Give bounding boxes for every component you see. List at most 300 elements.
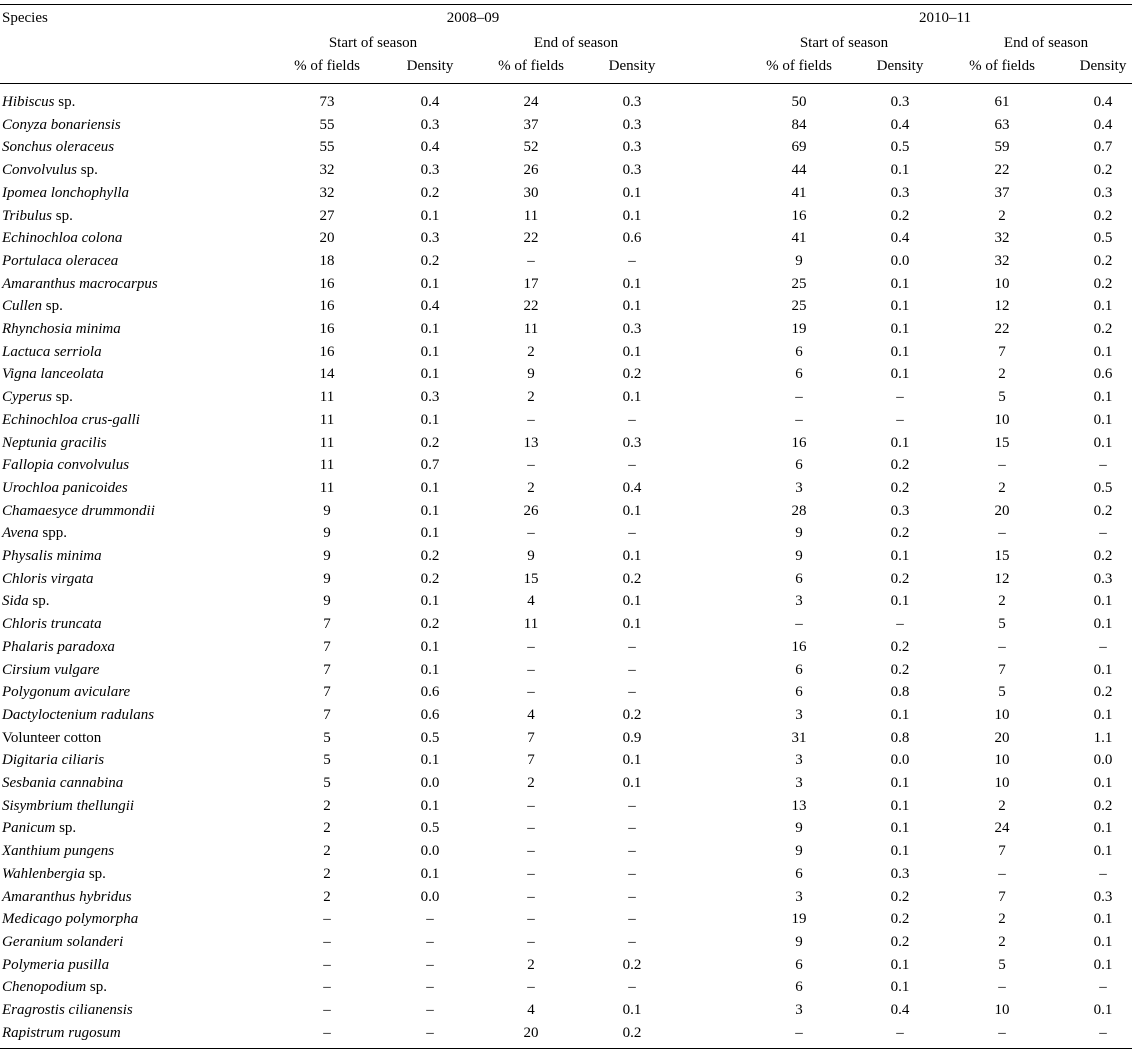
species-name-part: Digitaria ciliaris — [2, 752, 105, 768]
table-cell: 0.1 — [420, 752, 440, 768]
table-cell: 0.1 — [420, 344, 440, 360]
table-cell: 0.2 — [1093, 798, 1113, 814]
table-cell: 0.2 — [890, 662, 910, 678]
table-cell: – — [628, 911, 636, 927]
table-cell: 10 — [994, 752, 1010, 768]
table-cell: – — [795, 1025, 803, 1041]
table-cell: – — [998, 1025, 1006, 1041]
species-name-part: Urochloa panicoides — [2, 480, 128, 496]
table-cell: – — [426, 934, 434, 950]
table-cell: 0.1 — [622, 344, 642, 360]
species-name-part: Cyperus — [2, 389, 52, 405]
table-cell: 7 — [323, 616, 331, 632]
table-cell: 20 — [523, 1025, 539, 1041]
header-phase: End of season — [533, 35, 619, 51]
table-cell: 16 — [791, 435, 807, 451]
table-cell: 0.8 — [890, 684, 910, 700]
table-cell: 0.1 — [1093, 957, 1113, 973]
table-cell: – — [527, 412, 535, 428]
table-cell: 0.3 — [890, 94, 910, 110]
table-cell: 0.2 — [890, 457, 910, 473]
table-cell: 9 — [323, 503, 331, 519]
table-cell: 0.1 — [1093, 843, 1113, 859]
table-cell: 10 — [994, 1002, 1010, 1018]
table-cell: 0.0 — [420, 843, 440, 859]
table-cell: 0.1 — [890, 321, 910, 337]
table-cell: 0.4 — [622, 480, 642, 496]
table-cell: – — [1099, 525, 1107, 541]
species-name-part: Conyza bonariensis — [2, 117, 121, 133]
table-cell: 0.2 — [622, 707, 642, 723]
table-cell: 0.2 — [890, 480, 910, 496]
table-cell: – — [1099, 639, 1107, 655]
table-cell: – — [323, 957, 331, 973]
table-cell: – — [527, 979, 535, 995]
table-cell: – — [323, 911, 331, 927]
row-species — [2, 410, 140, 430]
header-metric: % of fields — [969, 58, 1035, 74]
table-cell: 20 — [994, 730, 1010, 746]
table-cell: – — [628, 639, 636, 655]
species-name-part: Xanthium pungens — [2, 843, 115, 859]
table-cell: 0.3 — [622, 139, 642, 155]
row-species — [2, 682, 130, 702]
table-cell: 9 — [323, 571, 331, 587]
table-cell: – — [628, 820, 636, 836]
table-cell: 25 — [791, 298, 807, 314]
table-cell: 0.0 — [420, 889, 440, 905]
row-species — [2, 364, 104, 384]
row-species — [2, 455, 129, 475]
table-cell: – — [795, 389, 803, 405]
table-cell: – — [628, 889, 636, 905]
table-cell: 0.5 — [420, 730, 440, 746]
table-cell: – — [628, 412, 636, 428]
table-cell: 20 — [319, 230, 335, 246]
table-cell: 7 — [527, 752, 535, 768]
header-metric: Density — [608, 58, 656, 74]
table-cell: – — [527, 866, 535, 882]
table-cell: 26 — [523, 503, 539, 519]
table-cell: 2 — [323, 820, 331, 836]
table-cell: 31 — [791, 730, 807, 746]
species-name-part: Rhynchosia minima — [2, 321, 121, 337]
table-cell: – — [323, 1002, 331, 1018]
table-cell: 12 — [994, 298, 1010, 314]
row-species — [2, 932, 123, 952]
table-cell: 61 — [994, 94, 1010, 110]
table-cell: 0.1 — [1093, 707, 1113, 723]
row-species — [2, 183, 129, 203]
table-cell: 11 — [319, 480, 335, 496]
table-cell: 2 — [323, 798, 331, 814]
table-cell: 0.2 — [890, 639, 910, 655]
table-cell: 11 — [319, 457, 335, 473]
table-cell: 14 — [319, 366, 335, 382]
table-cell: 0.4 — [890, 230, 910, 246]
row-species — [2, 523, 67, 543]
table-cell: 0.3 — [622, 435, 642, 451]
table-cell: – — [426, 911, 434, 927]
table-cell: 0.1 — [890, 957, 910, 973]
table-cell: – — [1099, 457, 1107, 473]
table-cell: 0.2 — [890, 934, 910, 950]
table-cell: 2 — [527, 389, 535, 405]
row-species — [2, 1000, 133, 1020]
table-cell: 0.2 — [1093, 321, 1113, 337]
table-cell: 0.1 — [622, 208, 642, 224]
table-cell: 2 — [998, 480, 1006, 496]
header-metric: % of fields — [498, 58, 564, 74]
table-cell: 2 — [527, 480, 535, 496]
table-cell: 0.0 — [1093, 752, 1113, 768]
row-species — [2, 206, 73, 226]
table-cell: 5 — [323, 775, 331, 791]
table-cell: 7 — [323, 662, 331, 678]
table-cell: 0.2 — [420, 435, 440, 451]
table-cell: 3 — [795, 775, 803, 791]
table-cell: 13 — [523, 435, 539, 451]
table-cell: 0.3 — [622, 162, 642, 178]
table-cell: 16 — [791, 639, 807, 655]
table-cell: 0.2 — [1093, 503, 1113, 519]
table-cell: 11 — [319, 389, 335, 405]
table-cell: 0.9 — [622, 730, 642, 746]
table-cell: 15 — [994, 435, 1010, 451]
table-cell: 22 — [994, 321, 1010, 337]
table-cell: 0.1 — [420, 662, 440, 678]
table-cell: 7 — [323, 684, 331, 700]
table-cell: 7 — [998, 843, 1006, 859]
table-cell: 22 — [994, 162, 1010, 178]
table-cell: 0.3 — [420, 162, 440, 178]
table-cell: 0.2 — [1093, 684, 1113, 700]
table-cell: 32 — [994, 230, 1010, 246]
table-cell: – — [527, 934, 535, 950]
table-cell: 0.1 — [890, 707, 910, 723]
table-cell: 0.2 — [420, 253, 440, 269]
table-cell: 0.2 — [622, 366, 642, 382]
table-cell: – — [527, 639, 535, 655]
species-name-part: Hibiscus — [2, 94, 55, 110]
header-metric: Density — [876, 58, 924, 74]
table-cell: 32 — [319, 185, 335, 201]
table-cell: 0.1 — [1093, 1002, 1113, 1018]
table-cell: – — [527, 820, 535, 836]
table-cell: 0.4 — [420, 139, 440, 155]
table-cell: – — [628, 798, 636, 814]
table-cell: 0.1 — [622, 616, 642, 632]
table-cell: 0.1 — [420, 798, 440, 814]
table-cell: – — [527, 253, 535, 269]
table-cell: 37 — [994, 185, 1010, 201]
table-cell: 9 — [795, 843, 803, 859]
table-cell: 26 — [523, 162, 539, 178]
table-cell: 0.2 — [420, 571, 440, 587]
table-cell: 7 — [323, 707, 331, 723]
species-name-part: Lactuca serriola — [2, 344, 102, 360]
table-cell: 0.2 — [1093, 208, 1113, 224]
table-cell: – — [527, 798, 535, 814]
table-cell: 0.3 — [1093, 889, 1113, 905]
table-cell: 2 — [323, 866, 331, 882]
species-name-part: Echinochloa colona — [2, 230, 123, 246]
table-cell: 2 — [998, 366, 1006, 382]
table-cell: 55 — [319, 117, 335, 133]
table-cell: – — [527, 889, 535, 905]
table-cell: – — [998, 457, 1006, 473]
table-cell: 2 — [998, 798, 1006, 814]
species-name-part: Wahlenbergia — [2, 866, 86, 882]
species-name-part: Ipomea lonchophylla — [2, 185, 130, 201]
row-species — [2, 909, 138, 929]
species-name-part: Panicum — [2, 820, 56, 836]
table-cell: 0.1 — [622, 1002, 642, 1018]
table-cell: – — [896, 412, 904, 428]
table-cell: 9 — [527, 548, 535, 564]
row-species — [2, 160, 98, 180]
table-cell: 0.2 — [890, 911, 910, 927]
table-cell: 0.1 — [420, 276, 440, 292]
table-cell: 0.1 — [890, 548, 910, 564]
table-cell: 10 — [994, 412, 1010, 428]
table-cell: 0.5 — [1093, 480, 1113, 496]
table-cell: 0.1 — [622, 775, 642, 791]
table-cell: 0.6 — [1093, 366, 1113, 382]
header-year-2010-11: 2010–11 — [919, 10, 971, 26]
table-cell: 4 — [527, 1002, 535, 1018]
row-species — [2, 274, 158, 294]
table-cell: – — [426, 1002, 434, 1018]
row-species — [2, 614, 102, 634]
table-cell: 7 — [323, 639, 331, 655]
table-cell: 41 — [791, 230, 807, 246]
table-cell: 0.1 — [1093, 435, 1113, 451]
table-cell: 0.2 — [890, 208, 910, 224]
table-cell: 7 — [998, 344, 1006, 360]
header-metric: Density — [1079, 58, 1127, 74]
table-cell: 84 — [791, 117, 807, 133]
table-cell: 69 — [791, 139, 807, 155]
species-name-part: Fallopia convolvulus — [2, 457, 130, 473]
table-cell: – — [527, 662, 535, 678]
table-cell: 0.3 — [420, 117, 440, 133]
species-name-part: Geranium solanderi — [2, 934, 124, 950]
table-cell: 0.1 — [1093, 820, 1113, 836]
table-cell: 9 — [323, 525, 331, 541]
table-cell: 0.2 — [1093, 253, 1113, 269]
table-cell: 15 — [523, 571, 539, 587]
header-metric: % of fields — [294, 58, 360, 74]
table-cell: 0.1 — [622, 298, 642, 314]
row-species — [2, 569, 94, 589]
table-cell: 73 — [319, 94, 335, 110]
species-name-part: Avena — [2, 525, 39, 541]
table-cell: 55 — [319, 139, 335, 155]
table-cell: 12 — [994, 571, 1010, 587]
table-cell: 3 — [795, 889, 803, 905]
table-cell: – — [628, 525, 636, 541]
table-bottom-rule — [0, 1048, 1132, 1049]
table-cell: 0.1 — [622, 503, 642, 519]
table-cell: 2 — [527, 344, 535, 360]
row-species — [2, 319, 121, 339]
species-name-part: spp. — [38, 525, 67, 541]
table-cell: 0.1 — [1093, 593, 1113, 609]
table-cell: – — [323, 1025, 331, 1041]
row-species — [2, 864, 106, 884]
table-cell: 0.2 — [622, 957, 642, 973]
row-species — [2, 750, 104, 770]
table-cell: 0.2 — [1093, 548, 1113, 564]
table-cell: – — [795, 412, 803, 428]
table-cell: 22 — [523, 230, 539, 246]
table-cell: 0.1 — [420, 412, 440, 428]
table-cell: – — [998, 639, 1006, 655]
table-cell: – — [998, 866, 1006, 882]
species-name-part: Portulaca oleracea — [2, 253, 119, 269]
table-cell: 52 — [523, 139, 539, 155]
table-cell: 0.2 — [420, 548, 440, 564]
table-cell: 4 — [527, 593, 535, 609]
table-cell: 0.2 — [890, 525, 910, 541]
species-name-part: sp. — [28, 593, 50, 609]
table-cell: 0.1 — [890, 435, 910, 451]
header-metric: Density — [406, 58, 454, 74]
species-name-part: Vigna lanceolata — [2, 366, 104, 382]
table-cell: 0.1 — [420, 480, 440, 496]
table-cell: – — [527, 684, 535, 700]
species-name-part: sp. — [52, 389, 73, 405]
table-cell: 0.1 — [890, 775, 910, 791]
table-cell: 59 — [994, 139, 1010, 155]
species-name-part: sp. — [55, 820, 77, 836]
table-cell: 0.1 — [420, 366, 440, 382]
table-cell: 0.1 — [420, 639, 440, 655]
species-name-part: Medicago polymorpha — [2, 911, 139, 927]
table-cell: – — [323, 934, 331, 950]
row-species — [2, 591, 50, 611]
table-cell: 0.4 — [890, 1002, 910, 1018]
table-cell: – — [896, 389, 904, 405]
table-cell: 0.1 — [1093, 775, 1113, 791]
table-cell: 11 — [523, 208, 539, 224]
table-cell: 5 — [323, 752, 331, 768]
table-cell: – — [426, 1025, 434, 1041]
table-cell: 0.1 — [420, 208, 440, 224]
table-cell: 0.7 — [420, 457, 440, 473]
table-cell: 63 — [994, 117, 1010, 133]
table-cell: 3 — [795, 707, 803, 723]
table-cell: 0.1 — [622, 185, 642, 201]
row-species — [2, 501, 155, 521]
table-cell: 0.3 — [890, 503, 910, 519]
table-cell: 7 — [998, 889, 1006, 905]
table-cell: 0.6 — [420, 684, 440, 700]
table-cell: 0.1 — [890, 162, 910, 178]
species-name-part: Tribulus — [2, 208, 53, 224]
table-cell: 0.3 — [622, 321, 642, 337]
table-cell: 17 — [523, 276, 539, 292]
row-species — [2, 387, 73, 407]
table-cell: 3 — [795, 480, 803, 496]
table-cell: 11 — [319, 435, 335, 451]
table-cell: – — [795, 616, 803, 632]
table-cell: 11 — [319, 412, 335, 428]
table-cell: 18 — [319, 253, 335, 269]
table-cell: 0.1 — [1093, 389, 1113, 405]
table-cell: 30 — [523, 185, 539, 201]
species-name-part: Chloris truncata — [2, 616, 102, 632]
species-name-part: sp. — [54, 94, 76, 110]
species-name-part: Amaranthus macrocarpus — [2, 276, 158, 292]
table-cell: 0.5 — [420, 820, 440, 836]
row-species — [2, 478, 128, 498]
species-name-part: sp. — [52, 208, 73, 224]
table-cell: 9 — [795, 525, 803, 541]
table-cell: 0.4 — [420, 94, 440, 110]
table-cell: 5 — [998, 684, 1006, 700]
table-cell: 0.4 — [1093, 117, 1113, 133]
table-cell: 32 — [319, 162, 335, 178]
table-cell: 9 — [323, 548, 331, 564]
row-species — [2, 887, 132, 907]
table-cell: 0.1 — [890, 298, 910, 314]
table-cell: 24 — [523, 94, 539, 110]
table-cell: 0.8 — [890, 730, 910, 746]
table-cell: 6 — [795, 684, 803, 700]
table-cell: 5 — [323, 730, 331, 746]
table-cell: 0.1 — [1093, 344, 1113, 360]
header-phase: Start of season — [328, 35, 418, 51]
table-cell: 16 — [319, 298, 335, 314]
row-species — [2, 841, 114, 861]
table-cell: – — [527, 911, 535, 927]
table-cell: – — [323, 979, 331, 995]
table-cell: 0.6 — [420, 707, 440, 723]
table-cell: 0.3 — [1093, 185, 1113, 201]
table-cell: 15 — [994, 548, 1010, 564]
table-cell: 0.5 — [890, 139, 910, 155]
table-cell: 44 — [791, 162, 807, 178]
row-species — [2, 637, 115, 657]
table-cell: 0.1 — [622, 593, 642, 609]
table-cell: 0.1 — [890, 798, 910, 814]
table-cell: 10 — [994, 775, 1010, 791]
table-cell: 2 — [998, 934, 1006, 950]
table-cell: 9 — [527, 366, 535, 382]
species-name-part: Physalis minima — [2, 548, 102, 564]
header-phase: End of season — [1003, 35, 1089, 51]
table-cell: 16 — [319, 276, 335, 292]
table-cell: 6 — [795, 662, 803, 678]
table-cell: 2 — [527, 775, 535, 791]
table-cell: 19 — [791, 321, 807, 337]
table-cell: 6 — [795, 366, 803, 382]
table-cell: 0.1 — [890, 344, 910, 360]
header-bottom-rule — [0, 83, 1132, 84]
species-name-part: Chamaesyce drummondii — [2, 503, 155, 519]
table-cell: 2 — [323, 843, 331, 859]
species-name-part: Sonchus oleraceus — [2, 139, 115, 155]
table-cell: 24 — [994, 820, 1010, 836]
species-name-part: sp. — [86, 979, 108, 995]
table-cell: 2 — [323, 889, 331, 905]
table-cell: 2 — [998, 208, 1006, 224]
header-metric: % of fields — [766, 58, 832, 74]
table-cell: 0.4 — [420, 298, 440, 314]
table-cell: – — [527, 457, 535, 473]
